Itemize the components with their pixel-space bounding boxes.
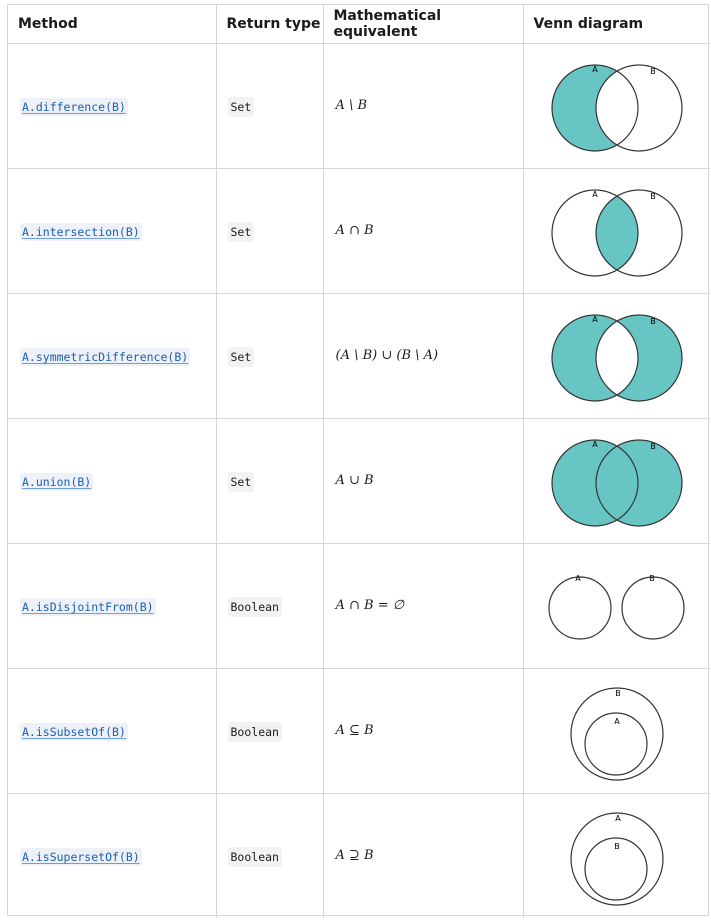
- return-type: Set: [228, 222, 255, 242]
- method-link-is-disjoint-from[interactable]: A.isDisjointFrom(B): [22, 600, 154, 614]
- method-link-is-superset-of[interactable]: A.isSupersetOf(B): [22, 850, 140, 865]
- set-methods-table: [8, 5, 710, 918]
- venn-label-a: A: [592, 64, 598, 74]
- venn-label-a: A: [614, 716, 620, 726]
- venn-label-a: A: [592, 439, 598, 449]
- table-row: [8, 793, 710, 918]
- venn-difference-diagram: [547, 56, 687, 156]
- math-equivalent: A ∩ B: [323, 168, 523, 293]
- return-type: Boolean: [228, 847, 282, 867]
- table-row: [8, 168, 710, 293]
- math-equivalent: A ∩ B = ∅: [323, 543, 523, 668]
- header-venn-diagram: Venn diagram: [523, 5, 710, 43]
- venn-label-a: A: [592, 189, 598, 199]
- method-link-intersection[interactable]: A.intersection(B): [22, 225, 140, 239]
- method-link-difference[interactable]: A.difference(B): [22, 100, 126, 114]
- method-link-union[interactable]: A.union(B): [22, 475, 92, 489]
- return-type: Boolean: [228, 722, 282, 742]
- table-row: [8, 293, 710, 418]
- math-equivalent: A ∪ B: [323, 418, 523, 543]
- return-type: Set: [228, 472, 255, 492]
- return-type: Set: [228, 97, 255, 117]
- venn-label-b: B: [649, 573, 655, 583]
- math-equivalent: A \ B: [323, 43, 523, 168]
- table-row: [8, 43, 710, 168]
- venn-union-diagram: [547, 431, 687, 531]
- set-methods-table-container: [7, 4, 709, 916]
- table-row: [8, 418, 710, 543]
- header-return-type: Return type: [216, 5, 323, 43]
- venn-label-b: B: [615, 688, 621, 698]
- header-method: Method: [8, 5, 216, 43]
- venn-disjoint-diagram: [542, 566, 692, 646]
- math-equivalent: A ⊇ B: [323, 793, 523, 918]
- table-header-row: [8, 5, 710, 43]
- venn-label-a: A: [575, 573, 581, 583]
- return-type: Set: [228, 347, 255, 367]
- venn-label-b: B: [650, 66, 656, 76]
- venn-label-b: B: [650, 441, 656, 451]
- method-link-symmetric-difference[interactable]: A.symmetricDifference(B): [22, 350, 189, 364]
- venn-intersection-diagram: [547, 181, 687, 281]
- venn-subset-diagram: [562, 681, 672, 781]
- table-row: [8, 543, 710, 668]
- math-equivalent: (A \ B) ∪ (B \ A): [323, 293, 523, 418]
- return-type: Boolean: [228, 597, 282, 617]
- table-row: [8, 668, 710, 793]
- math-equivalent: A ⊆ B: [323, 668, 523, 793]
- venn-label-a: A: [615, 813, 621, 823]
- header-math-equivalent: Mathematical equivalent: [323, 5, 523, 43]
- method-link-is-subset-of[interactable]: A.isSubsetOf(B): [22, 725, 126, 739]
- venn-label-a: A: [592, 314, 598, 324]
- venn-symmetric-difference-diagram: [547, 306, 687, 406]
- venn-label-b: B: [650, 316, 656, 326]
- venn-label-b: B: [614, 841, 620, 851]
- venn-superset-diagram: [562, 806, 672, 906]
- venn-label-b: B: [650, 191, 656, 201]
